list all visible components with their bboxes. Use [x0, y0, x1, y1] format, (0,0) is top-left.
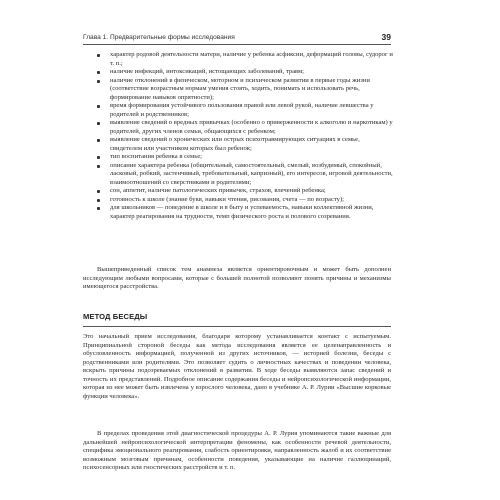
bullet-icon: [97, 165, 100, 168]
list-item: [97, 102, 393, 119]
bullet-icon: [97, 156, 100, 159]
body-paragraph: Вышеприведенный список тем анамнеза является ориентировочным и может быть дополнен исследующим любыми вопросами, которые с большей полнотой позволяют понять причины и механизмы имеющегося расстройства.: [83, 266, 391, 290]
section-divider: [83, 326, 391, 327]
bullet-icon: [97, 71, 100, 74]
bullet-icon: [97, 139, 100, 142]
list-item-text: наличие инфекций, интоксикаций, истощающих заболеваний, травм;: [110, 68, 305, 75]
list-item: [97, 77, 393, 103]
list-item-text: время формирования устойчивого пользования правой или левой рукой, наличие левшества у родителей и родственников;: [110, 102, 374, 118]
bullet-icon: [97, 190, 100, 193]
bullet-icon: [97, 54, 100, 57]
list-item-text: выявление сведений о хронических или острых психотравмирующих ситуациях в семье, свидетелем или участником которых был ребенок;: [110, 136, 360, 152]
body-paragraph: В пределах проведения этой диагностической процедуры А. Р. Лурия упоминаются такие важные для дальнейшей нейропсихологической интерпретации феномены, как особенности речевой деятельности, специфика эмоционального реагирования, слабость ориентировки, направленность жалоб и их соответствие возможным мозговым причинам, особенности поведения, указывающие на наличие галлюцинаций, психосенсорных или гностических расстройств и т. п.: [83, 430, 391, 471]
list-item: [97, 196, 393, 205]
list-item-text: наличие отклонений в физическом, моторном и психическом развитии в первые годы жизни (соответствие возрастным нормам умения стоять, ходить, понимать и использовать речь, формирование навыков опрятности);: [110, 76, 370, 101]
list-item: [97, 119, 393, 136]
list-item-text: готовность к школе (знание букв, навыки чтения, рисования, счета — по возрасту);: [110, 195, 344, 203]
body-paragraph: Это начальный прием исследования, благодаря которому устанавливается контакт с испытуемым. Принципиальной стороной беседы как метода исследования является ее целенаправленность и обусловленность информацией, полученной из других источников, — историей болезни, беседы с родственниками или родителями. Это позволяет судить о личностных качествах и поведении человека, вскрыть причины подозреваемых отклонений в развитии. В ходе беседы выявляются запас сведений и точность их представлений. Подробное описание содержания беседы и нейропсихологической информации, которая из нее может быть извлечена у взрослого человека, дано в учебнике А. Р. Лурии «Высшие корковые функции человека».: [83, 333, 391, 400]
list-item: [97, 136, 393, 153]
list-item: [97, 153, 393, 162]
section-heading: МЕТОД БЕСЕДЫ: [83, 312, 148, 321]
list-item-text: характер родовой деятельности матери, наличие у ребенка асфиксии, деформаций головы, судорог и т. п.;: [110, 51, 393, 67]
anamnesis-topic-list: [97, 51, 393, 221]
list-item-text: описание характера ребенка (общительный, самостоятельный, смелый, возбудимый, спокойный, ласковый, робкий, застенчивый, требовательный, капризный), его интересов, игровой деятельности, взаимоотношений со сверстниками и родителями;: [110, 161, 393, 186]
header-divider: [83, 44, 391, 45]
bullet-icon: [97, 207, 100, 210]
bullet-icon: [97, 122, 100, 125]
list-item: [97, 187, 393, 196]
list-item: [97, 68, 393, 77]
list-item: [97, 51, 393, 68]
page-number: 39: [381, 32, 391, 42]
list-item-text: для школьников — поведение в школе и в быту и успеваемость, навыки коллективной жизни, характер реагирования на трудности, темп физического роста и полового созревания.: [110, 204, 374, 220]
list-item: [97, 162, 393, 188]
list-item-text: сон, аппетит, наличие патологических привычек, страхов, влечений ребенка;: [110, 187, 326, 194]
chapter-title: Глава 1. Предварительные формы исследования: [83, 34, 235, 41]
bullet-icon: [97, 199, 100, 202]
bullet-icon: [97, 80, 100, 83]
bullet-icon: [97, 105, 100, 108]
list-item-text: тип воспитания ребенка в семье;: [110, 153, 202, 160]
list-item-text: выявление сведений о вредных привычках (особенно о приверженности к алкоголю и наркотикам) у родителей, других членов семьи, общающихся с ребенком;: [110, 119, 393, 135]
list-item: [97, 204, 393, 221]
